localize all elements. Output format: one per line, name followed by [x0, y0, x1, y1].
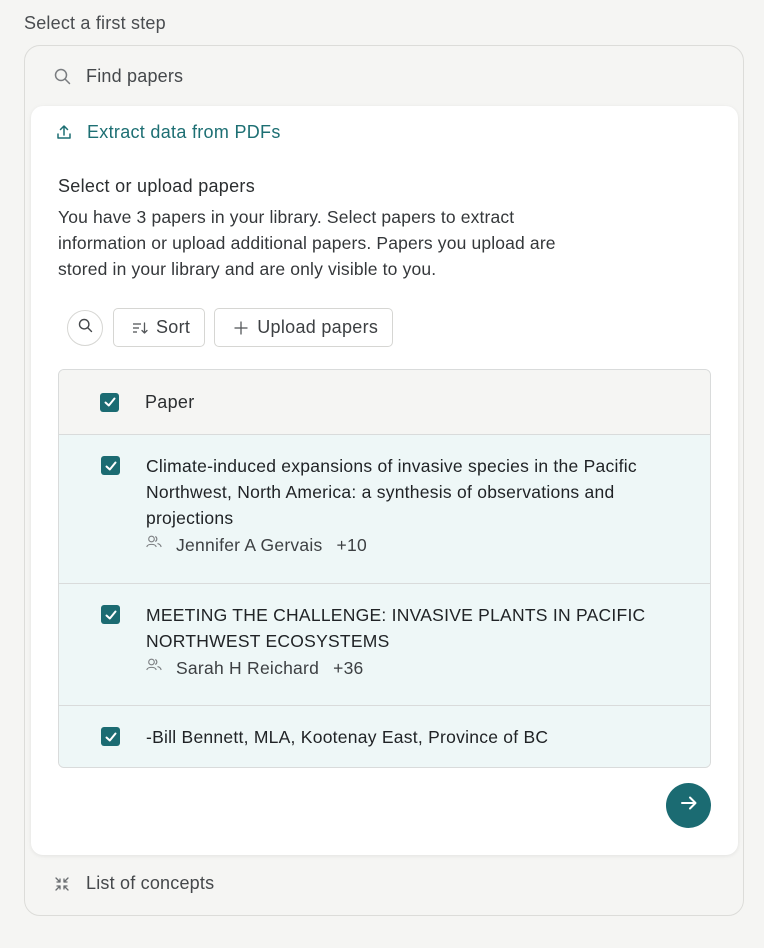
check-icon: [104, 730, 118, 744]
upload-papers-button[interactable]: [214, 308, 393, 347]
check-icon: [104, 608, 118, 622]
next-button[interactable]: [666, 783, 711, 828]
paper-title: -Bill Bennett, MLA, Kootenay East, Province of BC: [146, 727, 549, 747]
more-authors-count: +10: [336, 535, 367, 555]
table-row[interactable]: [59, 435, 710, 584]
paper-authors: [146, 535, 710, 556]
paper-authors: [146, 658, 710, 679]
paper-title: MEETING THE CHALLENGE: INVASIVE PLANTS IN PACIFIC NORTHWEST ECOSYSTEMS: [146, 605, 646, 651]
step-selector: [24, 45, 744, 916]
step-find-papers[interactable]: [53, 66, 183, 87]
author-name: Jennifer A Gervais: [176, 535, 323, 555]
sort-button[interactable]: [113, 308, 205, 347]
papers-table: [58, 369, 711, 768]
upload-icon: [56, 124, 74, 142]
section-description: You have 3 papers in your library. Select papers to extract information or upload additional papers. Papers you upload are stored in your library and are only visible to you.: [58, 207, 556, 279]
search-icon: [53, 68, 71, 86]
table-row[interactable]: [59, 584, 710, 706]
author-name: Sarah H Reichard: [176, 658, 320, 678]
paper-title: Climate-induced expansions of invasive species in the Pacific Northwest, North America: a synthesis of observations and projections: [146, 456, 637, 528]
table-row[interactable]: [59, 706, 710, 767]
sort-icon: [132, 320, 148, 336]
more-authors-count: +36: [333, 658, 364, 678]
search-icon: [78, 318, 93, 338]
upload-papers-label: Upload papers: [257, 317, 379, 337]
check-icon: [103, 395, 117, 409]
step-find-label: Find papers: [86, 66, 184, 86]
extract-panel: [31, 106, 738, 855]
check-icon: [104, 459, 118, 473]
collapse-icon: [53, 875, 71, 893]
page-heading: Select a first step: [24, 13, 166, 33]
table-header: [59, 370, 710, 435]
row-checkbox[interactable]: [101, 727, 120, 746]
arrow-right-icon: [679, 793, 699, 818]
row-checkbox[interactable]: [101, 605, 120, 624]
users-icon: [146, 658, 162, 672]
section-heading: Select or upload papers: [58, 176, 256, 196]
step-extract-data[interactable]: [56, 122, 281, 143]
sort-label: Sort: [156, 317, 191, 337]
users-icon: [146, 535, 162, 549]
step-list-concepts[interactable]: [53, 873, 214, 894]
step-extract-label: Extract data from PDFs: [87, 122, 281, 142]
column-header-paper: Paper: [145, 391, 195, 412]
plus-icon: [233, 320, 249, 336]
paper-toolbar: [67, 308, 402, 347]
search-papers-button[interactable]: [67, 310, 103, 346]
step-concepts-label: List of concepts: [86, 873, 215, 893]
row-checkbox[interactable]: [101, 456, 120, 475]
select-all-checkbox[interactable]: [100, 393, 119, 412]
